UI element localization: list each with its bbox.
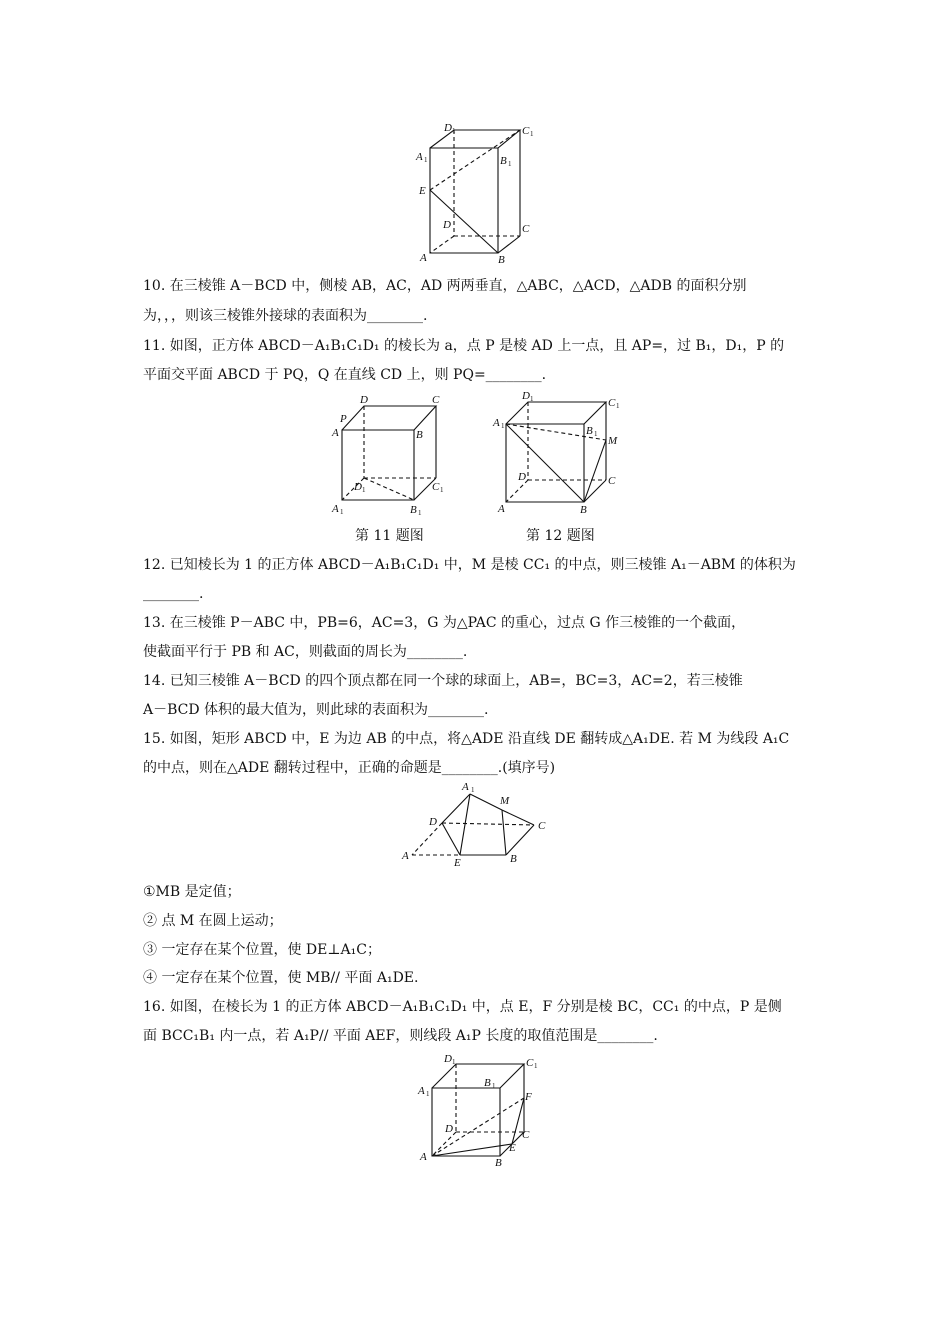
label-A: A <box>332 427 339 439</box>
label-D1: D <box>522 390 530 402</box>
label-A1: A <box>493 417 500 429</box>
label-C1: C <box>608 397 616 409</box>
label-B: B <box>498 254 505 266</box>
label-M: M <box>500 795 510 807</box>
label-A1-sub: 1 <box>426 1090 430 1098</box>
label-D1-sub: 1 <box>452 1058 456 1066</box>
text-line: ② 点 M 在圆上运动； <box>143 913 283 929</box>
label-D: D <box>360 394 368 406</box>
text-line: 面 BCC₁B₁ 内一点，若 A₁P// 平面 AEF，则线段 A₁P 长度的取值范围是________. <box>143 1028 658 1044</box>
label-B1: B <box>586 425 593 437</box>
text-line: 13. 在三棱锥 P－ABC 中，PB=6，AC=3，G 为△PAC 的重心，过点 G 作三棱锥的一个截面， <box>143 615 746 631</box>
label-F: F <box>525 1091 532 1103</box>
label-A: A <box>402 850 409 862</box>
label-C1-sub: 1 <box>534 1062 538 1070</box>
label-C: C <box>538 820 546 832</box>
text-line: ①MB 是定值； <box>143 884 241 900</box>
label-A1: A <box>416 151 423 163</box>
label-C1-sub: 1 <box>530 130 534 138</box>
text-line: 15. 如图，矩形 ABCD 中，E 为边 AB 的中点，将△ADE 沿直线 DE 翻转成△A₁DE. 若 M 为线段 A₁C <box>143 731 790 747</box>
label-A1: A <box>462 781 469 793</box>
label-B1: B <box>410 504 417 516</box>
label-B1-sub: 1 <box>418 509 422 517</box>
figure-caption-q11: 第 11 题图 <box>355 528 424 544</box>
label-D: D <box>443 219 451 231</box>
label-B: B <box>580 504 587 516</box>
label-C: C <box>608 475 616 487</box>
label-A1-sub: 1 <box>471 786 475 794</box>
label-A: A <box>420 252 427 264</box>
label-P: P <box>340 413 347 425</box>
text-line: 的中点，则在△ADE 翻转过程中，正确的命题是________.(填序号) <box>143 760 556 776</box>
figure-caption-q12: 第 12 题图 <box>526 528 595 544</box>
label-D1: D <box>354 481 362 493</box>
label-C1: C <box>522 125 530 137</box>
label-E: E <box>419 185 426 197</box>
text-line: 14. 已知三棱锥 A－BCD 的四个顶点都在同一个球的球面上，AB=，BC=3，AC=2，若三棱锥 <box>143 673 743 689</box>
label-C: C <box>522 1129 530 1141</box>
label-E: E <box>454 857 461 869</box>
text-line: 11. 如图，正方体 ABCD－A₁B₁C₁D₁ 的棱长为 a，点 P 是棱 AD 上一点，且 AP=，过 B₁，D₁，P 的 <box>143 338 785 354</box>
label-A1: A <box>332 503 339 515</box>
label-D: D <box>518 471 526 483</box>
text-line: ④ 一定存在某个位置，使 MB// 平面 A₁DE. <box>143 970 419 986</box>
label-D1-sub: 1 <box>452 127 456 135</box>
label-B1: B <box>484 1077 491 1089</box>
label-B1: B <box>500 155 507 167</box>
text-line: 平面交平面 ABCD 于 PQ，Q 在直线 CD 上，则 PQ=________. <box>143 367 547 383</box>
figure-q10-prism <box>410 118 550 268</box>
label-B1-sub: 1 <box>594 430 598 438</box>
label-D1-sub: 1 <box>362 486 366 494</box>
label-D: D <box>429 816 437 828</box>
text-line: ________. <box>143 586 204 602</box>
label-A1-sub: 1 <box>340 508 344 516</box>
figure-q16-cube <box>412 1052 552 1170</box>
label-D1: D <box>444 122 452 134</box>
figure-q12-cube <box>492 388 632 518</box>
label-A: A <box>420 1151 427 1163</box>
label-C: C <box>522 223 530 235</box>
label-D1-sub: 1 <box>530 395 534 403</box>
label-A1: A <box>418 1085 425 1097</box>
label-A1-sub: 1 <box>501 422 505 430</box>
label-A1-sub: 1 <box>424 156 428 164</box>
label-C1: C <box>432 481 440 493</box>
label-D: D <box>445 1123 453 1135</box>
text-line: 为，，，则该三棱锥外接球的表面积为________. <box>143 308 428 324</box>
text-line: 16. 如图，在棱长为 1 的正方体 ABCD－A₁B₁C₁D₁ 中，点 E，F 分别是棱 BC，CC₁ 的中点，P 是侧 <box>143 999 782 1015</box>
figure-q15-folding <box>398 782 558 872</box>
label-M: M <box>608 435 618 447</box>
text-line: 10. 在三棱锥 A－BCD 中，侧棱 AB，AC，AD 两两垂直，△ABC，△ACD，△ADB 的面积分别 <box>143 278 747 294</box>
text-line: A－BCD 体积的最大值为，则此球的表面积为________. <box>143 702 489 718</box>
label-B1-sub: 1 <box>508 160 512 168</box>
label-C1-sub: 1 <box>440 486 444 494</box>
label-B: B <box>510 853 517 865</box>
label-C1: C <box>526 1057 534 1069</box>
label-C1-sub: 1 <box>616 402 620 410</box>
label-D1: D <box>444 1053 452 1065</box>
label-B: B <box>416 429 423 441</box>
figure-q11-cube <box>330 392 450 517</box>
text-line: 使截面平行于 PB 和 AC，则截面的周长为________. <box>143 644 468 660</box>
text-line: 12. 已知棱长为 1 的正方体 ABCD－A₁B₁C₁D₁ 中，M 是棱 CC₁ 的中点，则三棱锥 A₁－ABM 的体积为 <box>143 557 796 573</box>
label-A: A <box>498 503 505 515</box>
label-B1-sub: 1 <box>492 1082 496 1090</box>
label-B: B <box>495 1157 502 1169</box>
text-line: ③ 一定存在某个位置，使 DE⊥A₁C； <box>143 942 381 958</box>
label-E: E <box>509 1142 516 1154</box>
label-C: C <box>432 394 440 406</box>
